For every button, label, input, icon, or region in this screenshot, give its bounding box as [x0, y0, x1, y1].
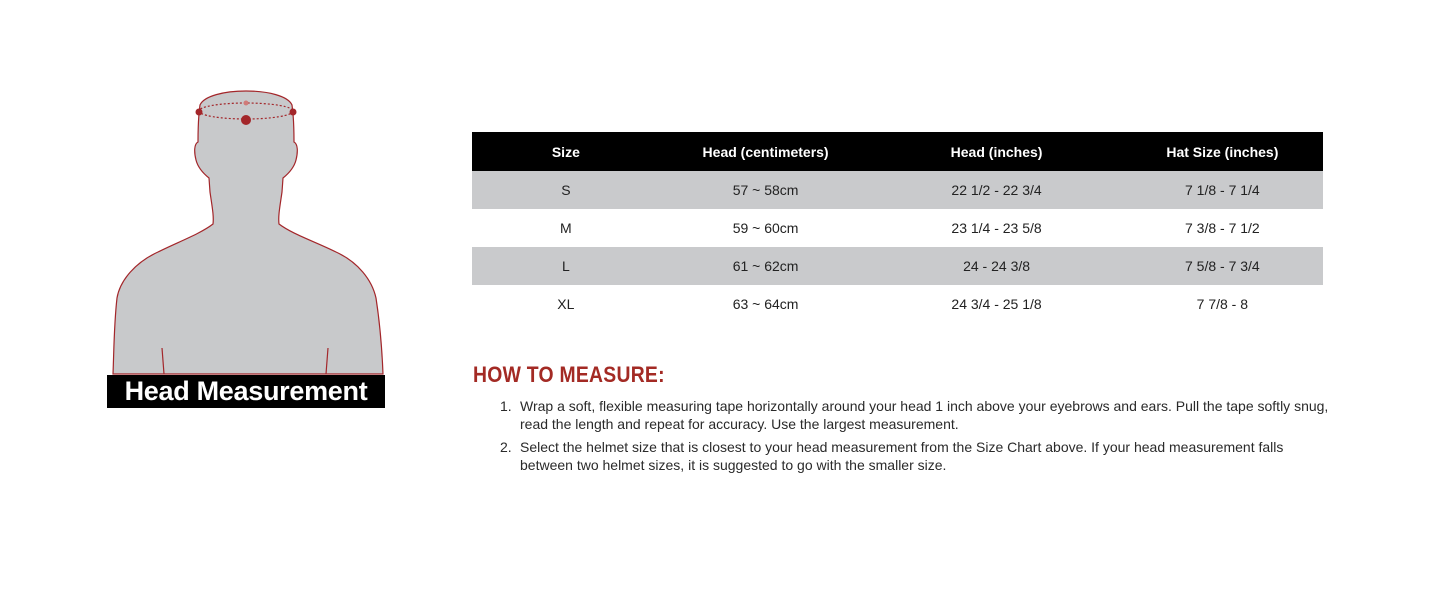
how-to-measure-section	[473, 362, 1333, 480]
head-cm-cell: 63 ~ 64cm	[732, 296, 799, 312]
head-in-cell: 24 3/4 - 25 1/8	[951, 296, 1042, 312]
column-header-head-in: Head (inches)	[871, 132, 1121, 171]
person-silhouette	[113, 91, 383, 374]
how-to-measure-title: HOW TO MEASURE:	[473, 362, 665, 387]
size-cell: L	[472, 247, 660, 285]
column-header-size: Size	[472, 132, 660, 171]
head-in-cell: 23 1/4 - 23 5/8	[951, 220, 1042, 236]
table-header-row	[472, 132, 1323, 171]
list-item	[473, 398, 1333, 433]
step-text: Select the helmet size that is closest to your head measurement from the Size Chart above. If your head measurement falls between two helmet sizes, it is suggested to go with the smaller size.	[520, 439, 1284, 473]
hat-size-cell: 7 5/8 - 7 3/4	[1122, 247, 1323, 285]
head-in-cell: 24 - 24 3/8	[871, 247, 1121, 285]
head-in-cell: 22 1/2 - 22 3/4	[871, 171, 1121, 209]
step-number: 2.	[500, 439, 512, 455]
list-item	[473, 439, 1333, 474]
measure-steps-list	[473, 398, 1333, 474]
tape-right-marker	[290, 109, 297, 116]
table-row	[472, 171, 1323, 209]
tape-front-marker	[241, 115, 251, 125]
column-header-hat-size: Hat Size (inches)	[1122, 132, 1323, 171]
tape-back-marker	[244, 101, 249, 106]
step-text: Wrap a soft, flexible measuring tape horizontally around your head 1 inch above your eyebrows and ears. Pull the tape softly snug, read the length and repeat for accuracy. Use the largest measurement.	[520, 398, 1329, 432]
step-number: 1.	[500, 398, 512, 414]
tape-left-marker	[196, 109, 203, 116]
size-cell: XL	[557, 296, 575, 312]
size-cell: M	[560, 220, 572, 236]
head-measurement-figure	[100, 84, 390, 414]
hat-size-cell: 7 1/8 - 7 1/4	[1122, 171, 1323, 209]
hat-size-cell: 7 7/8 - 8	[1196, 296, 1249, 312]
table-row	[472, 285, 1323, 323]
head-measurement-label: Head Measurement	[107, 375, 385, 408]
table-row	[472, 247, 1323, 285]
head-silhouette-illustration	[100, 84, 390, 414]
head-cm-cell: 57 ~ 58cm	[660, 171, 872, 209]
size-chart-table	[472, 132, 1323, 323]
table-row	[472, 209, 1323, 247]
head-cm-cell: 61 ~ 62cm	[660, 247, 872, 285]
head-cm-cell: 59 ~ 60cm	[732, 220, 799, 236]
size-cell: S	[472, 171, 660, 209]
column-header-head-cm: Head (centimeters)	[660, 132, 872, 171]
hat-size-cell: 7 3/8 - 7 1/2	[1184, 220, 1260, 236]
